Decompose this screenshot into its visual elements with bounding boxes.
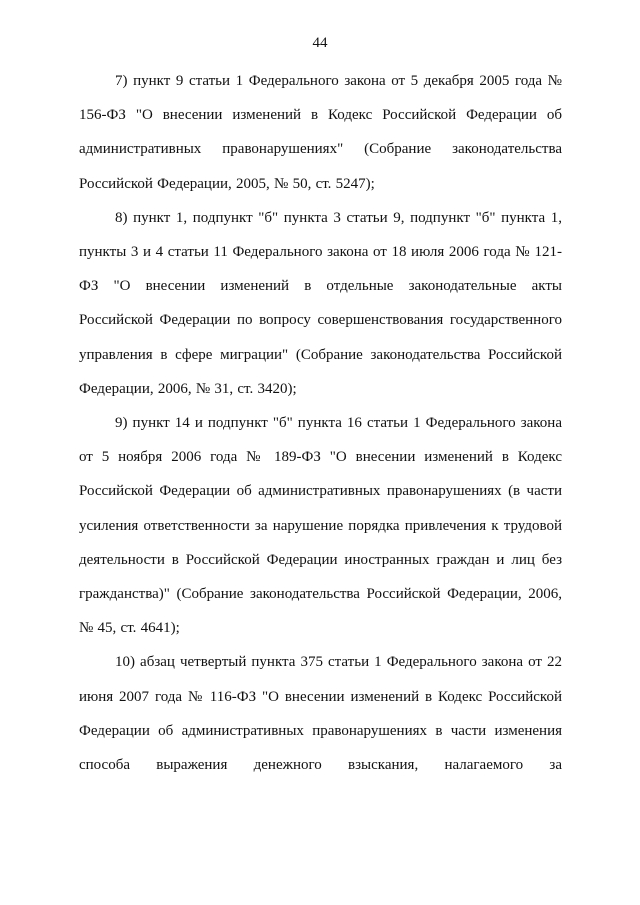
paragraph-item-9: 9) пункт 14 и подпункт "б" пункта 16 статьи 1 Федерального закона от 5 ноября 2006 года № 189-ФЗ "О внесении изменений в Кодекс Российской Федерации об административных правонарушениях (в части усиления ответственности за нарушение порядка привлечения к трудовой деятельности в Российской Федерации иностранных граждан и лиц без гражданства)" (Собрание законодательства Российской Федерации, 2006, № 45, ст. 4641); xyxy=(79,415,562,637)
paragraph-item-8: 8) пункт 1, подпункт "б" пункта 3 статьи 9, подпункт "б" пункта 1, пункты 3 и 4 статьи 11 Федерального закона от 18 июля 2006 года № 121-ФЗ "О внесении изменений в отдельные законодательные акты Российской Федерации по вопросу совершенствования государственного управления в сфере миграции" (Собрание законодательства Российской Федерации, 2006, № 31, ст. 3420); xyxy=(79,209,562,397)
page-number: 44 xyxy=(312,35,328,51)
paragraph-item-7: 7) пункт 9 статьи 1 Федерального закона от 5 декабря 2005 года № 156-ФЗ "О внесении изменений в Кодекс Российской Федерации об административных правонарушениях" (Собрание законодательства Российской Федерации, 2005, № 50, ст. 5247); xyxy=(79,73,562,192)
document-body xyxy=(79,64,562,782)
paragraph-item-10: 10) абзац четвертый пункта 375 статьи 1 Федерального закона от 22 июня 2007 года № 116-ФЗ "О внесении изменений в Кодекс Российской Федерации об административных правонарушениях в части изменения способа выражения денежного взыскания, налагаемого за xyxy=(79,654,562,774)
